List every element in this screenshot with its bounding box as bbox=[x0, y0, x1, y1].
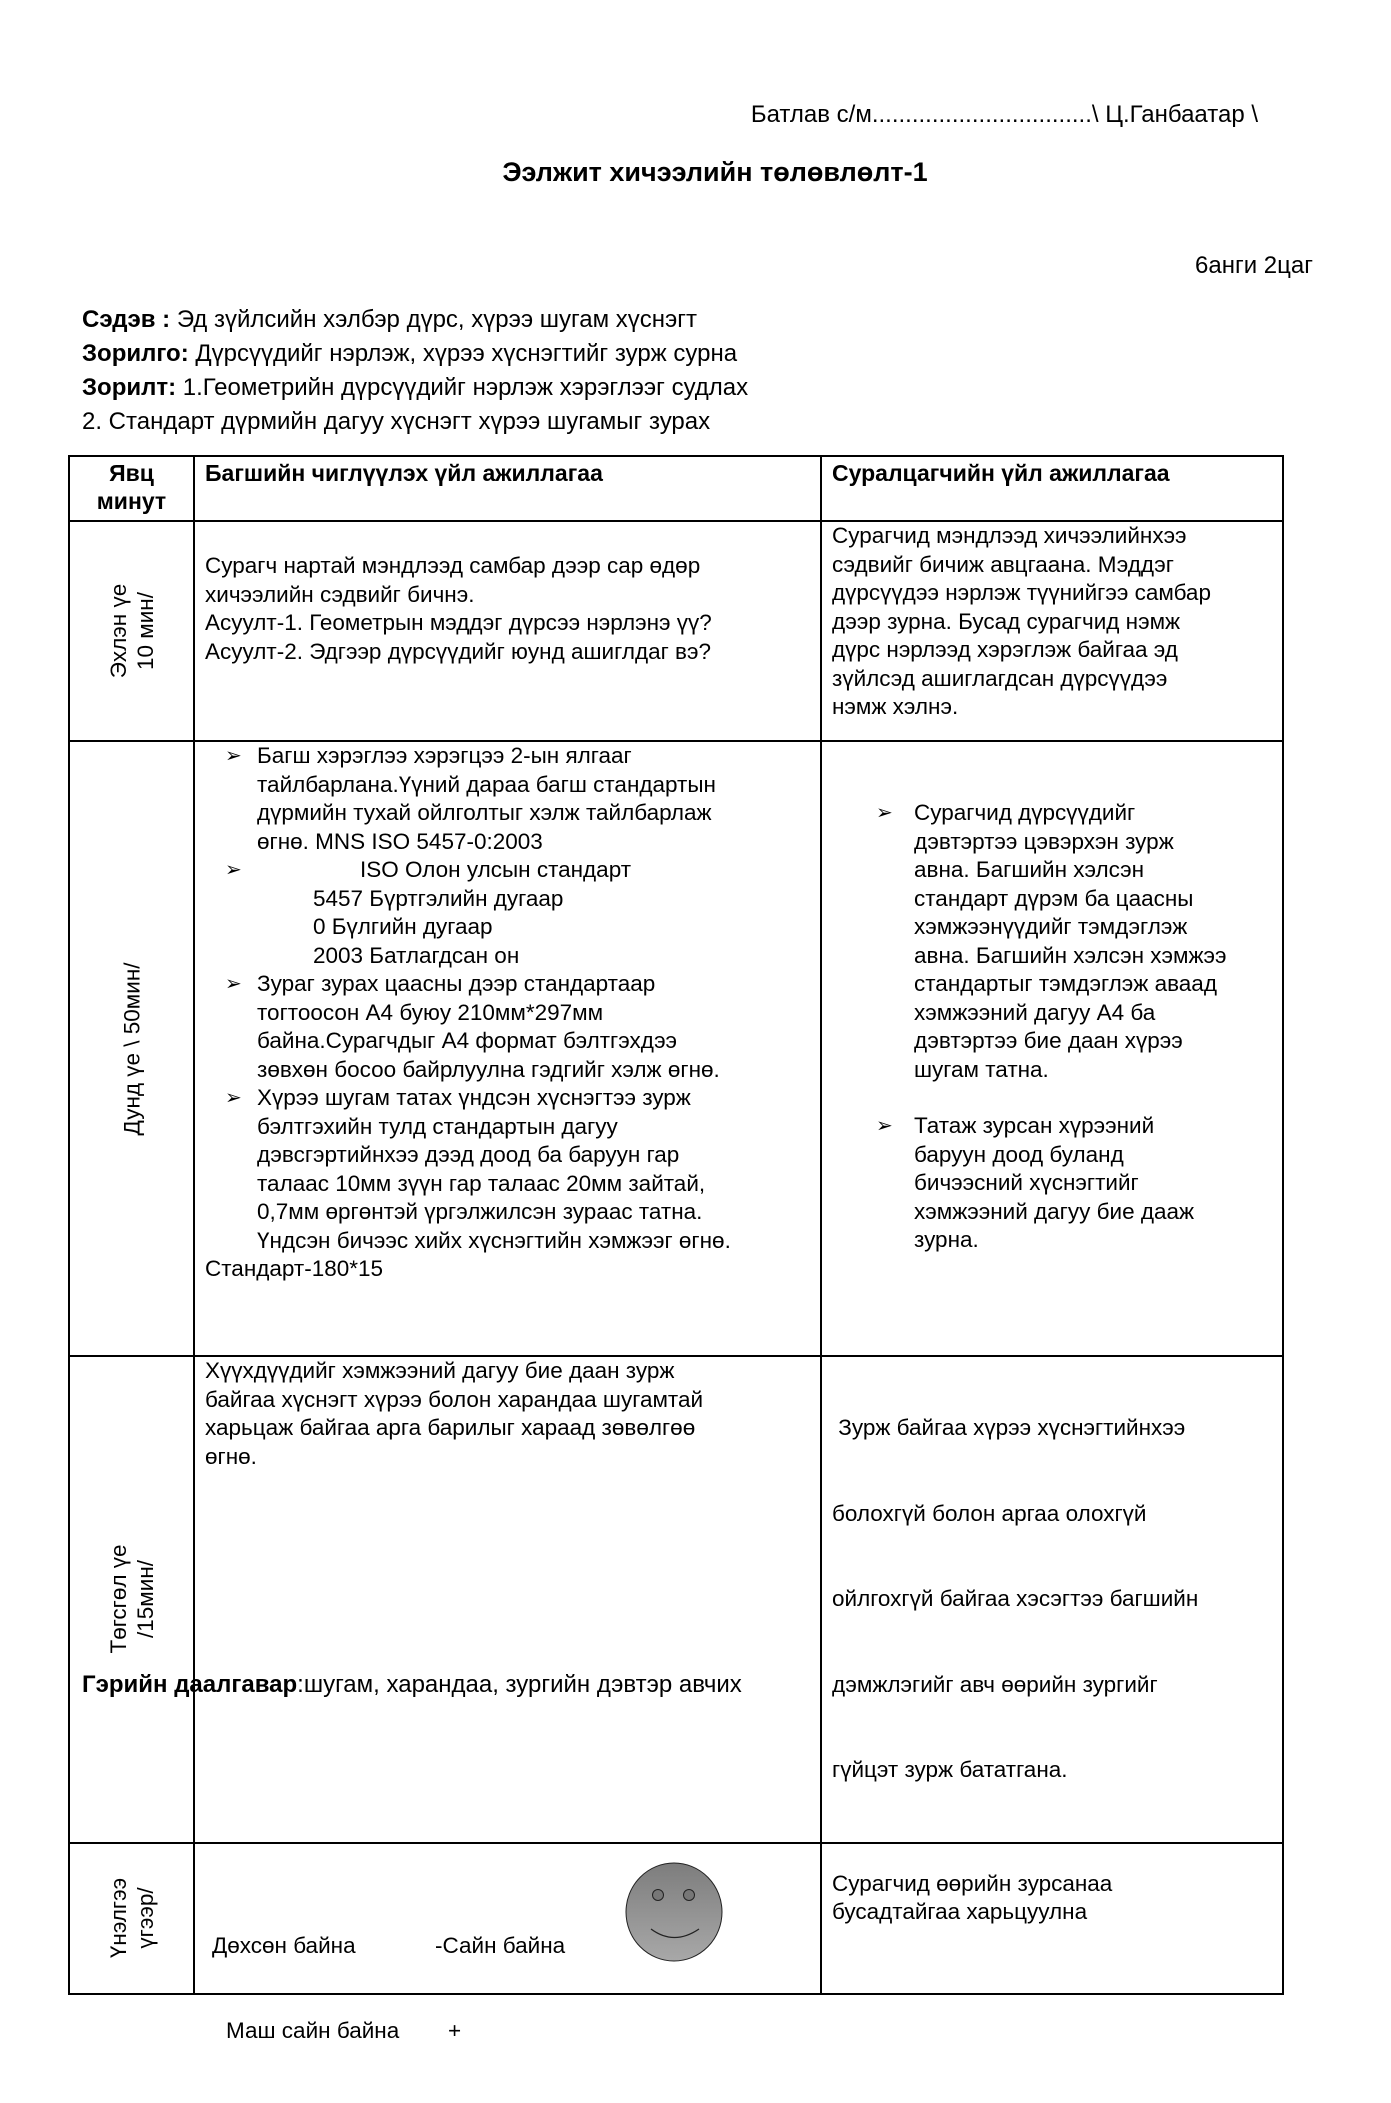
assessment-col1 bbox=[212, 1875, 399, 2103]
text-line: дүрс нэрлээд хэрэглэж байгаа эд bbox=[832, 637, 1178, 662]
text-line: шугам татна. bbox=[914, 1056, 1049, 1082]
lesson-plan-table bbox=[68, 455, 1284, 2043]
student-text bbox=[822, 742, 1282, 1255]
objective-text-1: 1.Геометрийн дүрсүүдийг нэрлэж хэрэглээг судлах bbox=[176, 374, 749, 401]
goal-text: Дүрсүүдийг нэрлэж, хүрээ хүснэгтийг зурж сурна bbox=[188, 340, 738, 367]
teacher-bullets bbox=[205, 742, 810, 1255]
text-line: Багш хэрэглээ хэрэгцээ 2-ын ялгааг bbox=[257, 743, 632, 768]
header-student: Суралцагчийн үйл ажиллагаа bbox=[821, 456, 1283, 521]
topic-line bbox=[82, 303, 748, 337]
arrow-bullet-icon: ➢ bbox=[225, 745, 242, 767]
phase-cell bbox=[69, 741, 194, 1356]
list-item bbox=[205, 742, 810, 856]
text-line: байгаа хүснэгт хүрээ болон харандаа шугамтай bbox=[205, 1386, 704, 1412]
text-line: харьцаж байгаа арга барилыг хараад зөвөлгөө bbox=[205, 1415, 696, 1440]
text-line: Сурагчид өөрийн зурсанаа bbox=[832, 1870, 1113, 1896]
text-line: зөвхөн босоо байрлуулна гэдгийг хэлж өгнө. bbox=[257, 1056, 720, 1082]
text-line: дээр зурна. Бусад сурагчид нэмж bbox=[832, 608, 1181, 634]
text-line: өгнө. bbox=[205, 1443, 257, 1469]
header-time-line1: Явц bbox=[109, 460, 154, 486]
text-line: 0 Бүлгийн дугаар bbox=[313, 914, 493, 939]
text-line: авна. Багшийн хэлсэн bbox=[914, 857, 1145, 882]
grade-hours: 6анги 2цаг bbox=[1195, 252, 1313, 279]
goal-line bbox=[82, 337, 748, 371]
assessment-close: Дөхсөн байна bbox=[212, 1932, 356, 1958]
text-line: бичээсний хүснэгтийг bbox=[914, 1170, 1139, 1195]
text-line: дэмжлэгийг авч өөрийн зургийг bbox=[832, 1671, 1158, 1697]
text-line: 5457 Бүртгэлийн дугаар bbox=[313, 885, 564, 911]
text-line: Сурагчид дүрсүүдийг bbox=[914, 800, 1136, 825]
assessment-col2 bbox=[435, 1875, 565, 2103]
assessment-good: -Сайн байна bbox=[435, 1932, 566, 1958]
list-item bbox=[205, 970, 810, 1084]
table-row bbox=[69, 521, 1283, 741]
homework-text: :шугам, харандаа, зургийн дэвтэр авчих bbox=[297, 1671, 742, 1698]
text-line: хэмжээнүүдийг тэмдэглэж bbox=[914, 914, 1188, 939]
text-line: зүйлсэд ашиглагдсан дүрсүүдээ bbox=[832, 665, 1168, 691]
text-line: хэмжээний дагуу бие дааж bbox=[914, 1198, 1195, 1224]
phase-label bbox=[105, 1545, 159, 1654]
student-cell bbox=[821, 521, 1283, 741]
student-cell bbox=[821, 1356, 1283, 1843]
text-line: ойлгохгүй байгаа хэсэгтээ багшийн bbox=[832, 1586, 1199, 1611]
student-text bbox=[822, 1357, 1282, 1842]
text-line: дүрмийн тухай ойлголтыг хэлж тайлбарлаж bbox=[257, 800, 712, 825]
phase-label bbox=[105, 1878, 159, 1958]
list-item bbox=[205, 856, 810, 970]
text-line: дүрсүүдээ нэрлэж түүнийгээ самбар bbox=[832, 580, 1211, 605]
assessment-excellent: Маш сайн байна bbox=[226, 2018, 400, 2043]
homework-line bbox=[82, 1671, 742, 1699]
text-line: хэмжээний дагуу А4 ба bbox=[914, 999, 1156, 1025]
arrow-bullet-icon: ➢ bbox=[225, 973, 242, 995]
phase-cell bbox=[69, 1843, 194, 1994]
phase-cell bbox=[69, 1356, 194, 1843]
text-line: стандартыг тэмдэглэж аваад bbox=[914, 971, 1217, 996]
text-line: 2003 Батлагдсан он bbox=[313, 942, 520, 968]
phase-cell bbox=[69, 521, 194, 741]
text-line: дэвсгэртийнхээ дээд доод ба баруун гар bbox=[257, 1142, 680, 1167]
teacher-text bbox=[195, 742, 820, 1284]
goal-label: Зорилго: bbox=[82, 340, 189, 367]
table-row bbox=[69, 1843, 1283, 1994]
text-line: дэвтэртээ цэвэрхэн зурж bbox=[914, 828, 1174, 854]
objective-label: Зорилт: bbox=[82, 374, 177, 401]
text-line: өгнө. MNS ISO 5457-0:2003 bbox=[257, 828, 543, 854]
arrow-bullet-icon: ➢ bbox=[225, 1087, 242, 1109]
text-line: бусадтайгаа харьцуулна bbox=[832, 1899, 1088, 1924]
lesson-meta bbox=[82, 303, 748, 439]
student-cell bbox=[821, 1843, 1283, 1994]
arrow-bullet-icon: ➢ bbox=[876, 1115, 893, 1137]
phase-line1: Эхлэн үе bbox=[105, 583, 131, 679]
phase-line2: үгээр/ bbox=[132, 1887, 158, 1949]
table-row bbox=[69, 1356, 1283, 1843]
list-item bbox=[205, 1084, 810, 1255]
objective-line-2: 2. Стандарт дүрмийн дагуу хүснэгт хүрээ шугамыг зурах bbox=[82, 408, 711, 435]
text-line: нэмж хэлнэ. bbox=[832, 694, 959, 719]
student-text bbox=[822, 522, 1282, 722]
text-line: Хүүхдүүдийг хэмжээний дагуу бие даан зурж bbox=[205, 1358, 675, 1383]
text-line: хичээлийн сэдвийг бичнэ. bbox=[205, 581, 475, 607]
header-time bbox=[69, 456, 194, 521]
phase-line2: /15мин/ bbox=[132, 1560, 158, 1639]
text-line: ISO Олон улсын стандарт bbox=[360, 857, 632, 882]
student-text bbox=[822, 1844, 1282, 1927]
smiley-face-icon bbox=[623, 1861, 725, 1963]
teacher-cell bbox=[194, 741, 821, 1356]
objective-line bbox=[82, 371, 748, 405]
phase-line1: Үнэлгээ bbox=[105, 1877, 131, 1959]
teacher-cell bbox=[194, 1843, 821, 2043]
topic-label: Сэдэв : bbox=[82, 306, 171, 333]
arrow-bullet-icon: ➢ bbox=[225, 859, 242, 881]
header-teacher: Багшийн чиглүүлэх үйл ажиллагаа bbox=[194, 456, 821, 521]
text-line: 0,7мм өргөнтэй үргэлжилсэн зураас татна. bbox=[257, 1199, 703, 1224]
list-item bbox=[832, 799, 1272, 1084]
teacher-cell bbox=[194, 521, 821, 741]
text-line: тайлбарлана.Үүний дараа багш стандартын bbox=[257, 771, 716, 797]
page-title: Ээлжит хичээлийн төлөвлөлт-1 bbox=[502, 157, 928, 187]
table-row bbox=[69, 741, 1283, 1356]
text-line: зурна. bbox=[914, 1227, 979, 1252]
text-line: талаас 10мм зүүн гар талаас 20мм зайтай, bbox=[257, 1170, 706, 1196]
table-header-row bbox=[69, 456, 1283, 521]
text-line: Асуулт-1. Геометрын мэддэг дүрсээ нэрлэнэ үү? bbox=[205, 610, 712, 635]
phase-label bbox=[105, 584, 159, 678]
phase-label: Дунд үе \ 50мин/ bbox=[119, 961, 144, 1136]
text-line: Хүрээ шугам татах үндсэн хүснэгтээ зурж bbox=[257, 1085, 691, 1110]
text-line: бэлтгэхийн тулд стандартын дагуу bbox=[257, 1113, 618, 1139]
text-line: баруун доод буланд bbox=[914, 1141, 1124, 1167]
arrow-bullet-icon: ➢ bbox=[876, 802, 893, 824]
header-time-line2: минут bbox=[96, 488, 167, 514]
text-line: тогтоосон А4 буюу 210мм*297мм bbox=[257, 999, 604, 1025]
phase-line2: 10 мин/ bbox=[132, 592, 158, 671]
student-bullets bbox=[832, 799, 1272, 1255]
text-line: Үндсэн бичээс хийх хүснэгтийн хэмжээг өгнө. bbox=[257, 1227, 731, 1253]
text-line: болохгүй болон аргаа олохгүй bbox=[832, 1500, 1147, 1526]
assessment-plus: + bbox=[448, 2018, 462, 2043]
text-line: Сурагч нартай мэндлээд самбар дээр сар өдөр bbox=[205, 553, 701, 578]
teacher-cell bbox=[194, 1356, 821, 1843]
homework-label: Гэрийн даалгавар bbox=[82, 1671, 298, 1698]
phase-line1: Төгсгөл үе bbox=[105, 1544, 131, 1654]
text-line: стандарт дүрэм ба цаасны bbox=[914, 885, 1194, 911]
text-line: авна. Багшийн хэлсэн хэмжээ bbox=[914, 942, 1227, 968]
topic-text: Эд зүйлсийн хэлбэр дүрс, хүрээ шугам хүснэгт bbox=[170, 306, 698, 333]
text-line: дэвтэртээ бие даан хүрээ bbox=[914, 1028, 1183, 1053]
student-cell bbox=[821, 741, 1283, 1356]
text-line: байна.Сурагчдыг А4 формат бэлтгэхдээ bbox=[257, 1028, 678, 1053]
text-line: Зурж байгаа хүрээ хүснэгтийнхээ bbox=[832, 1415, 1186, 1440]
text-line: Сурагчид мэндлээд хичээлийнхээ bbox=[832, 523, 1187, 548]
text-line: гүйцэт зурж бататгана. bbox=[832, 1757, 1068, 1782]
list-item bbox=[832, 1112, 1272, 1255]
text-line: Зураг зурах цаасны дээр стандартаар bbox=[257, 971, 656, 996]
standard-note: Стандарт-180*15 bbox=[205, 1256, 384, 1281]
teacher-text bbox=[195, 522, 820, 666]
text-line: Татаж зурсан хүрээний bbox=[914, 1113, 1155, 1138]
approval-line: Батлав с/м.................................\ Ц.Ганбаатар \ bbox=[750, 101, 1258, 128]
text-line: Асуулт-2. Эдгээр дүрсүүдийг юунд ашиглдаг вэ? bbox=[205, 638, 712, 664]
text-line: сэдвийг бичиж авцгаана. Мэддэг bbox=[832, 551, 1174, 577]
teacher-text bbox=[195, 1357, 820, 1471]
